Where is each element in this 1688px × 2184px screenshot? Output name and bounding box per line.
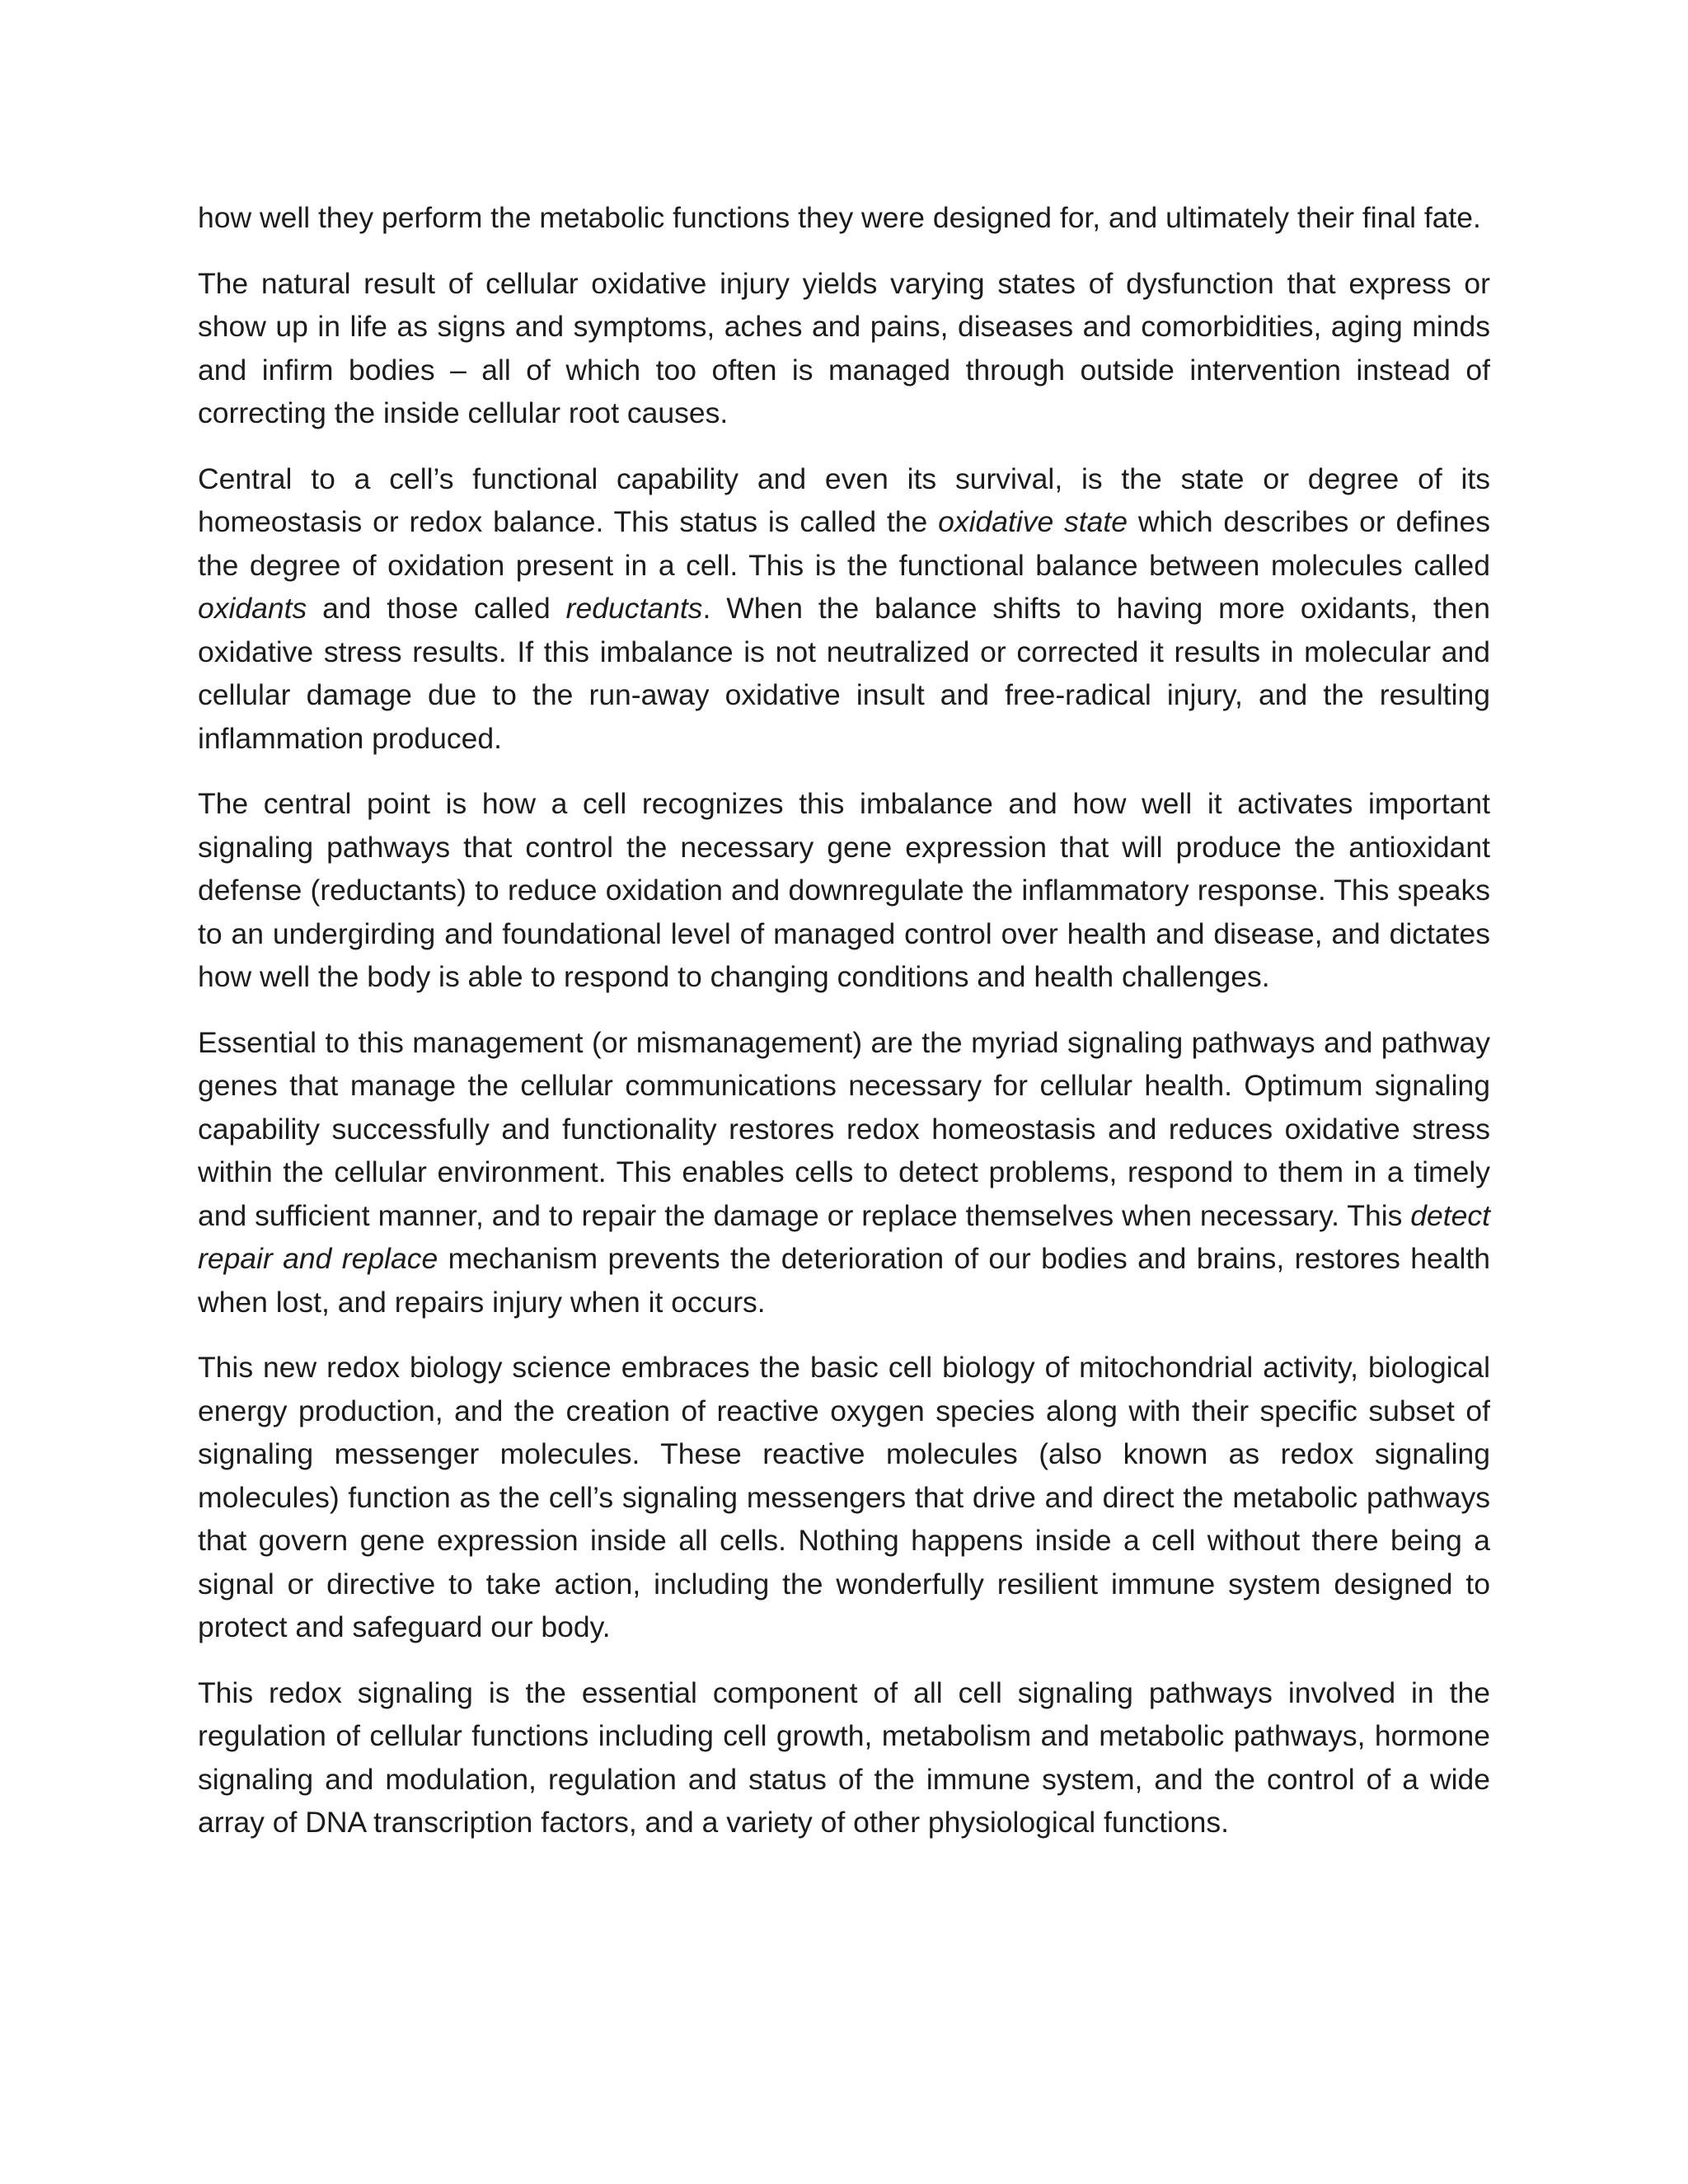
paragraph-5-text: mechanism prevents the deterioration of our bodies and brains, restores health when lost, and repairs injury when it occurs.	[198, 1242, 1490, 1319]
paragraph-5-text: Essential to this management (or mismanagement) are the myriad signaling pathways and pathway genes that manage the cellular communications necessary for cellular health. Optimum signaling capability successfully and functionality restores redox homeostasis and reduces oxidative stress within the cellular environment. This enables cells to detect problems, respond to them in a timely and sufficient manner, and to repair the damage or replace themselves when necessary. This	[198, 1025, 1490, 1232]
term-detect-repair-replace: detect repair and replace	[198, 1198, 1490, 1275]
paragraph-3-text: . When the balance shifts to having more oxidants, then oxidative stress results. If this imbalance is not neutralized or corrected it results in molecular and cellular damage due to the run-away oxidative insult and free-radical injury, and the resulting inflammation produced.	[198, 592, 1490, 755]
document-page	[198, 196, 1490, 1867]
paragraph-1-text: how well they perform the metabolic functions they were designed for, and ultimately their final fate.	[198, 201, 1481, 234]
paragraph-3	[198, 457, 1490, 761]
term-oxidative-state: oxidative state	[938, 505, 1128, 538]
paragraph-7	[198, 1671, 1490, 1844]
term-reductants: reductants	[565, 592, 703, 625]
paragraph-3-text: which describes or defines the degree of oxidation present in a cell. This is the functional balance between molecules called	[198, 505, 1490, 582]
paragraph-2-text: The natural result of cellular oxidative injury yields varying states of dysfunction that express or show up in life as signs and symptoms, aches and pains, diseases and comorbidities, aging minds and infirm bodies – all of which too often is managed through outside intervention instead of correcting the inside cellular root causes.	[198, 266, 1490, 429]
paragraph-5	[198, 1021, 1490, 1324]
paragraph-3-text: and those called	[307, 592, 566, 625]
paragraph-6-text: This new redox biology science embraces the basic cell biology of mitochondrial activity, biological energy production, and the creation of reactive oxygen species along with their specific subset of signaling messenger molecules. These reactive molecules (also known as redox signaling molecules) function as the cell’s signaling messengers that drive and direct the metabolic pathways that govern gene expression inside all cells. Nothing happens inside a cell without there being a signal or directive to take action, including the wonderfully resilient immune system designed to protect and safeguard our body.	[198, 1351, 1490, 1643]
paragraph-1	[198, 196, 1490, 240]
paragraph-7-text: This redox signaling is the essential component of all cell signaling pathways involved in the regulation of cellular functions including cell growth, metabolism and metabolic pathways, hormone signaling and modulation, regulation and status of the immune system, and the control of a wide array of DNA transcription factors, and a variety of other physiological functions.	[198, 1675, 1490, 1839]
term-oxidants: oxidants	[198, 592, 307, 625]
paragraph-3-text: Central to a cell’s functional capability and even its survival, is the state or degree of its homeostasis or redox balance. This status is called the	[198, 462, 1490, 538]
paragraph-2	[198, 262, 1490, 435]
paragraph-4-text: The central point is how a cell recognizes this imbalance and how well it activates important signaling pathways that control the necessary gene expression that will produce the antioxidant defense (reductants) to reduce oxidation and downregulate the inflammatory response. This speaks to an undergirding and foundational level of managed control over health and disease, and dictates how well the body is able to respond to changing conditions and health challenges.	[198, 787, 1490, 993]
paragraph-6	[198, 1346, 1490, 1649]
paragraph-4	[198, 782, 1490, 999]
